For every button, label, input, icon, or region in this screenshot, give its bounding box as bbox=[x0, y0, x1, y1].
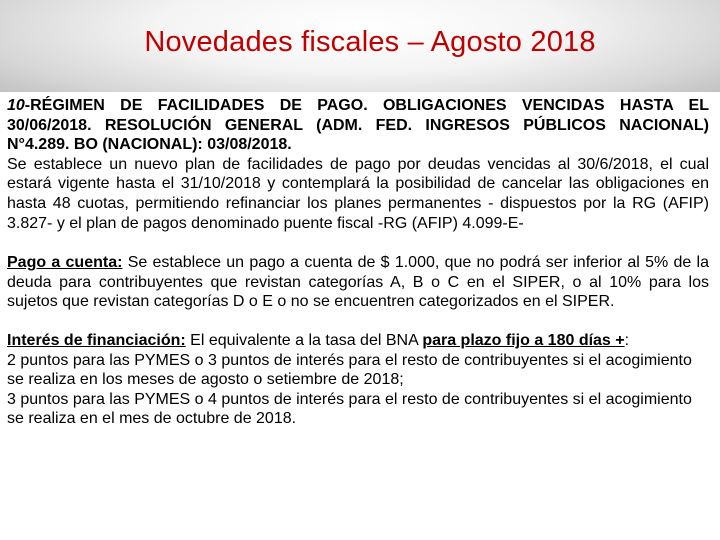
interes-text-b: : bbox=[624, 331, 630, 349]
pago-a-cuenta-text: Se establece un pago a cuenta de $ 1.000, que no podrá ser inferior al 5% de la deuda para contribuyentes que revistan categorías A, B o C en el SIPER, o al 10% para los sujetos que revistan categorías D o E o no se encuentren categorizados en el SIPER. bbox=[7, 254, 709, 311]
pago-a-cuenta-paragraph bbox=[7, 253, 709, 312]
interes-paragraph bbox=[7, 331, 709, 351]
section-number: 10 bbox=[7, 97, 25, 114]
pago-a-cuenta-label: Pago a cuenta: bbox=[7, 254, 123, 272]
document-body bbox=[7, 96, 709, 429]
interes-label: Interés de financiación: bbox=[7, 331, 186, 349]
interes-highlight: para plazo fijo a 180 días + bbox=[422, 331, 625, 349]
interes-line-2: 3 puntos para las PYMES o 4 puntos de interés para el resto de contribuyentes si el acogimiento se realiza en el mes de octubre de 2018. bbox=[7, 390, 692, 428]
interes-text-a: El equivalente a la tasa del BNA bbox=[185, 331, 423, 349]
section-body: Se establece un nuevo plan de facilidades de pago por deudas vencidas al 30/6/2018, el cual estará vigente hasta el 31/10/2018 y contemplará la posibilidad de cancelar las obligaciones en hasta 48 cuotas, permitiendo refinanciar los planes permanentes - dispuestos por la RG (AFIP) 3.827- y el plan de pagos denominado puente fiscal -RG (AFIP) 4.099-E- bbox=[7, 155, 709, 232]
section-heading-text: -RÉGIMEN DE FACILIDADES DE PAGO. OBLIGACIONES VENCIDAS HASTA EL 30/06/2018. RESOLUCIÓN GENERAL (ADM. FED. INGRESOS PÚBLICOS NACIONAL) N°4.289. BO (NACIONAL): 03/08/2018. bbox=[7, 97, 709, 154]
page-title: Novedades fiscales – Agosto 2018 bbox=[144, 26, 596, 58]
title-banner bbox=[0, 0, 720, 92]
interes-line-1: 2 puntos para las PYMES o 3 puntos de interés para el resto de contribuyentes si el acogimiento se realiza en los meses de agosto o setiembre de 2018; bbox=[7, 351, 692, 389]
section-heading bbox=[7, 96, 709, 155]
